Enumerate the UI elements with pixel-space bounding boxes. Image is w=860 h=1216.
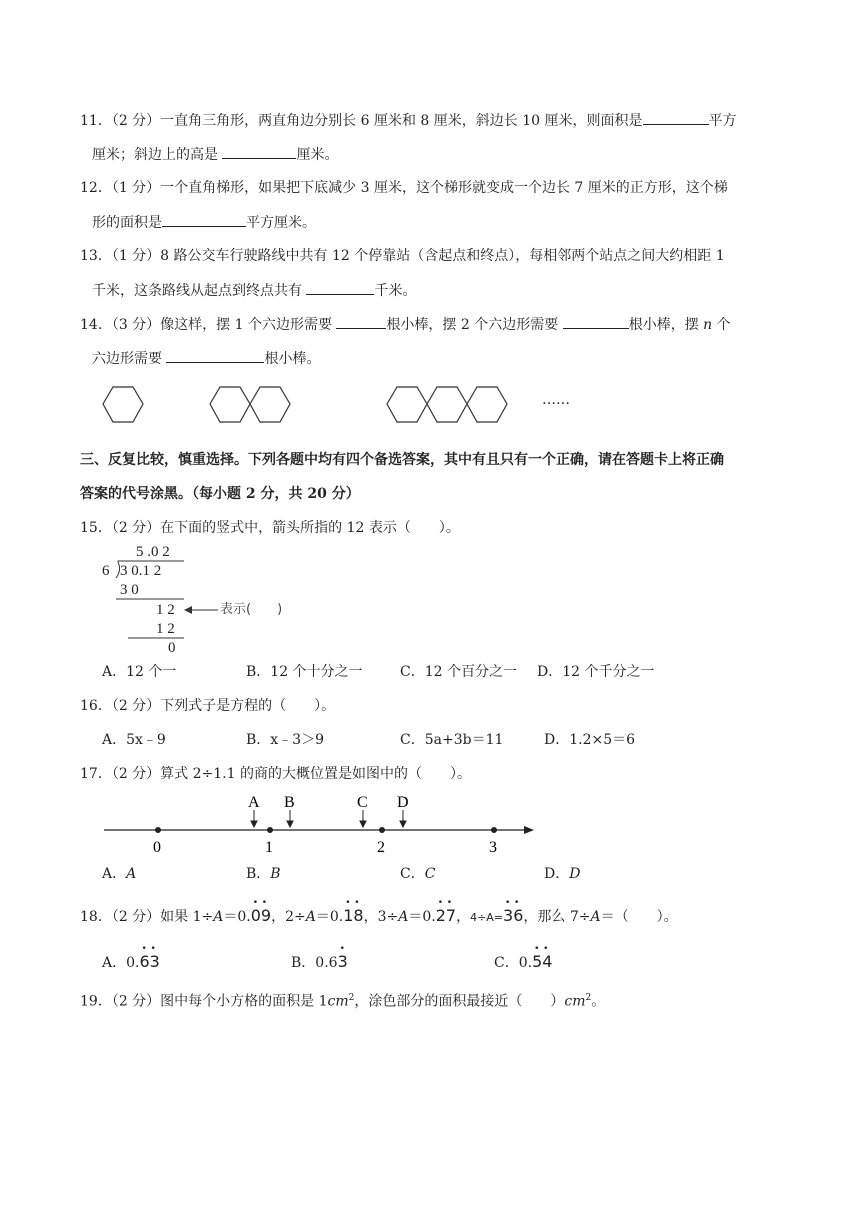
q18-text-c: ＝（ ）。 xyxy=(600,909,678,925)
q18-option-c-rep: • • 54 xyxy=(532,944,553,971)
q12-line1 xyxy=(80,178,728,198)
q17-option-b-var: B xyxy=(270,866,281,882)
q11-text-a: 11．（2 分）一直角三角形，两直角边分别长 6 厘米和 8 厘米，斜边长 10 厘米，则面积是 xyxy=(80,113,643,129)
q18-text-a: 18．（2 分）如果 1÷ xyxy=(80,909,214,925)
q17-option-d-var: D xyxy=(569,866,581,882)
number-line xyxy=(100,792,540,854)
q18-option-a-digits: 63 xyxy=(139,952,160,971)
q19-unit-2: cm xyxy=(564,993,586,1010)
division-step3: 1 2 xyxy=(156,621,175,637)
q12-text-b: 形的面积是 xyxy=(92,215,162,231)
q18-repeating-4: • • 36 xyxy=(503,898,524,925)
division-dividend: 3 0.1 2 xyxy=(120,563,162,579)
q14-line2 xyxy=(92,348,320,369)
q12-line2 xyxy=(92,212,316,233)
q18-option-b-rep: • 3 xyxy=(337,944,348,971)
q18-option-a-prefix: A．0. xyxy=(102,955,140,971)
q16-option-a[interactable]: A．5x﹣9 xyxy=(102,732,166,748)
q16-option-d[interactable]: D．1.2×5＝6 xyxy=(544,732,636,748)
q14-text-f: 根小棒。 xyxy=(264,351,321,367)
q18-option-a-rep: • • 63 xyxy=(139,944,160,971)
q17-stem: 17．（2 分）算式 2÷1.1 的商的大概位置是如图中的（ ）。 xyxy=(80,766,471,782)
q19-text-b: ，涂色部分的面积最接近（ ） xyxy=(354,993,565,1010)
q14-line1 xyxy=(80,314,731,335)
q17-option-a[interactable] xyxy=(102,864,136,884)
q15-option-c[interactable]: C．12 个百分之一 xyxy=(400,664,517,680)
division-remainder: 0 xyxy=(168,640,176,656)
q19-text-c: 。 xyxy=(591,993,606,1010)
q18-eq-2: ＝0. xyxy=(315,909,344,925)
division-divisor: 6 xyxy=(102,563,110,579)
q15-option-b[interactable]: B．12 个十分之一 xyxy=(246,664,363,680)
q11-text-b: 平方 xyxy=(708,113,737,129)
q17-option-d[interactable] xyxy=(544,864,580,884)
q13-text-c: 千米。 xyxy=(374,283,417,299)
q11-text-c: 厘米；斜边上的高是 xyxy=(92,147,218,163)
q14-text-a: 14．（3 分）像这样，摆 1 个六边形需要 xyxy=(80,317,332,333)
point-label-a: A xyxy=(248,794,260,811)
q17-option-d-prefix: D． xyxy=(544,866,570,882)
q19-unit-1: cm xyxy=(327,993,349,1010)
q14-text-c: 根小棒，摆 xyxy=(628,317,699,333)
q17-option-b[interactable] xyxy=(246,864,281,884)
q13-text-b: 千米，这条路线从起点到终点共有 xyxy=(92,283,302,299)
q18-var-a1: A xyxy=(213,909,224,925)
division-step2: 1 2 xyxy=(156,602,175,618)
q18-option-c-digits: 54 xyxy=(532,952,553,971)
hexagon-3a xyxy=(387,387,427,422)
q12-text-c: 平方厘米。 xyxy=(246,215,316,231)
q18-rep-2: 18 xyxy=(343,906,364,925)
q14-ellipsis: …… xyxy=(542,392,570,408)
q18-rep-4: 36 xyxy=(503,906,524,925)
q18-stem: 18．（2 分）如果 1÷A＝0. • • 09，2÷A＝0. • • 18，3÷A＝0. • • 27，4÷A= • • 36，那么 7÷A＝（ ）。 xyxy=(80,898,678,925)
q17-option-c-prefix: C． xyxy=(400,866,425,882)
q13-line2 xyxy=(92,280,416,301)
hexagon-3c xyxy=(467,387,507,422)
q17-option-a-prefix: A． xyxy=(102,866,127,882)
tick-label-3: 3 xyxy=(489,839,497,856)
q18-text-b: ，那么 7÷ xyxy=(523,909,591,925)
q18-rep-3: 27 xyxy=(435,906,457,925)
division-step1: 3 0 xyxy=(120,582,139,598)
q18-repeating-3: • • 27 xyxy=(435,898,457,925)
q11-blank-area[interactable] xyxy=(643,110,709,125)
q11-blank-height[interactable] xyxy=(222,144,296,159)
q14-text-b: 根小棒，摆 2 个六边形需要 xyxy=(386,317,559,333)
q18-rep-1: 09 xyxy=(250,906,272,925)
q18-var-a4: A xyxy=(590,909,601,925)
hexagon-2b xyxy=(250,387,290,422)
q14-var-n: n xyxy=(703,317,713,333)
point-label-b: B xyxy=(284,794,295,811)
point-label-d: D xyxy=(397,794,409,811)
q15-division-figure xyxy=(100,542,310,656)
q18-option-b-digits: 3 xyxy=(337,952,348,971)
q14-blank-one[interactable] xyxy=(336,314,386,329)
q15-option-a[interactable]: A．12 个一 xyxy=(102,664,177,680)
q17-option-b-prefix: B． xyxy=(246,866,271,882)
q18-sep-1: ，2÷ xyxy=(271,909,306,925)
axis-arrow-icon xyxy=(524,826,534,834)
q18-var-a3: A xyxy=(398,909,409,925)
tick-label-2: 2 xyxy=(377,839,385,856)
division-quotient: 5 .0 2 xyxy=(136,544,170,560)
hexagon-3b xyxy=(427,387,467,422)
q17-option-c-var: C xyxy=(424,866,436,882)
q18-option-c[interactable] xyxy=(494,944,553,973)
section3-line1: 三、反复比较，慎重选择。下列各题中均有四个备选答案，其中有且只有一个正确，请在答题卡上将正确 xyxy=(80,452,724,468)
q18-repeating-1: • • 09 xyxy=(250,898,272,925)
q13-text-a: 13．（1 分）8 路公交车行驶路线中共有 12 个停靠站（含起点和终点），每相邻两个站点之间大约相距 1 xyxy=(80,248,725,264)
q18-option-b[interactable] xyxy=(291,944,348,973)
point-label-c: C xyxy=(357,794,368,811)
q15-option-d[interactable]: D．12 个千分之一 xyxy=(537,664,655,680)
tick-label-1: 1 xyxy=(265,839,273,856)
q14-text-e: 六边形需要 xyxy=(92,351,162,367)
q18-option-b-prefix: B．0.6 xyxy=(291,955,338,971)
q12-text-a: 12．（1 分）一个直角梯形，如果把下底减少 3 厘米，这个梯形就变成一个边长 7 厘米的正方形，这个梯 xyxy=(80,180,728,196)
q13-blank-distance[interactable] xyxy=(306,280,374,295)
q14-blank-two[interactable] xyxy=(563,314,629,329)
q18-sep-2: ，3÷ xyxy=(363,909,399,925)
q18-eq-3: ＝0. xyxy=(408,909,436,925)
q17-option-a-var: A xyxy=(126,866,137,882)
hexagon-1 xyxy=(103,387,143,422)
division-lines xyxy=(100,542,220,652)
q18-small-expr: 4÷A= xyxy=(470,911,504,924)
section3-line2: 答案的代号涂黑。（每小题 2 分，共 20 分） xyxy=(80,486,360,502)
arrow-icon xyxy=(184,606,218,614)
q18-option-a[interactable] xyxy=(102,944,160,973)
q18-repeating-2: • • 18 xyxy=(343,898,364,925)
q18-option-c-prefix: C．0. xyxy=(494,955,533,971)
q11-text-d: 厘米。 xyxy=(296,147,339,163)
q18-eq-1: ＝0. xyxy=(223,909,251,925)
q19-text-a: 19．（2 分）图中每个小方格的面积是 1 xyxy=(80,993,328,1010)
tick-label-0: 0 xyxy=(153,839,161,856)
q16-stem: 16．（2 分）下列式子是方程的（ ）。 xyxy=(80,698,336,714)
q16-option-c[interactable]: C．5a+3b＝11 xyxy=(400,732,504,748)
q19-stem xyxy=(80,988,605,1012)
q19-sup-2: 2 xyxy=(585,993,592,1003)
hexagon-2a xyxy=(210,387,250,422)
q18-var-a2: A xyxy=(305,909,316,925)
q16-option-b[interactable]: B．x﹣3＞9 xyxy=(246,732,324,748)
q12-blank-area[interactable] xyxy=(162,212,246,227)
q13-line1 xyxy=(80,246,725,266)
q14-text-d: 个 xyxy=(716,317,731,333)
q17-option-c[interactable] xyxy=(400,864,435,884)
q19-sup-1: 2 xyxy=(348,993,355,1003)
q11-line2 xyxy=(92,144,338,165)
division-arrow-label: 表示( ) xyxy=(220,602,283,617)
q11-line1 xyxy=(80,110,737,131)
q15-stem: 15．（2 分）在下面的竖式中，箭头所指的 12 表示（ ）。 xyxy=(80,520,460,536)
q14-blank-n[interactable] xyxy=(166,348,264,363)
